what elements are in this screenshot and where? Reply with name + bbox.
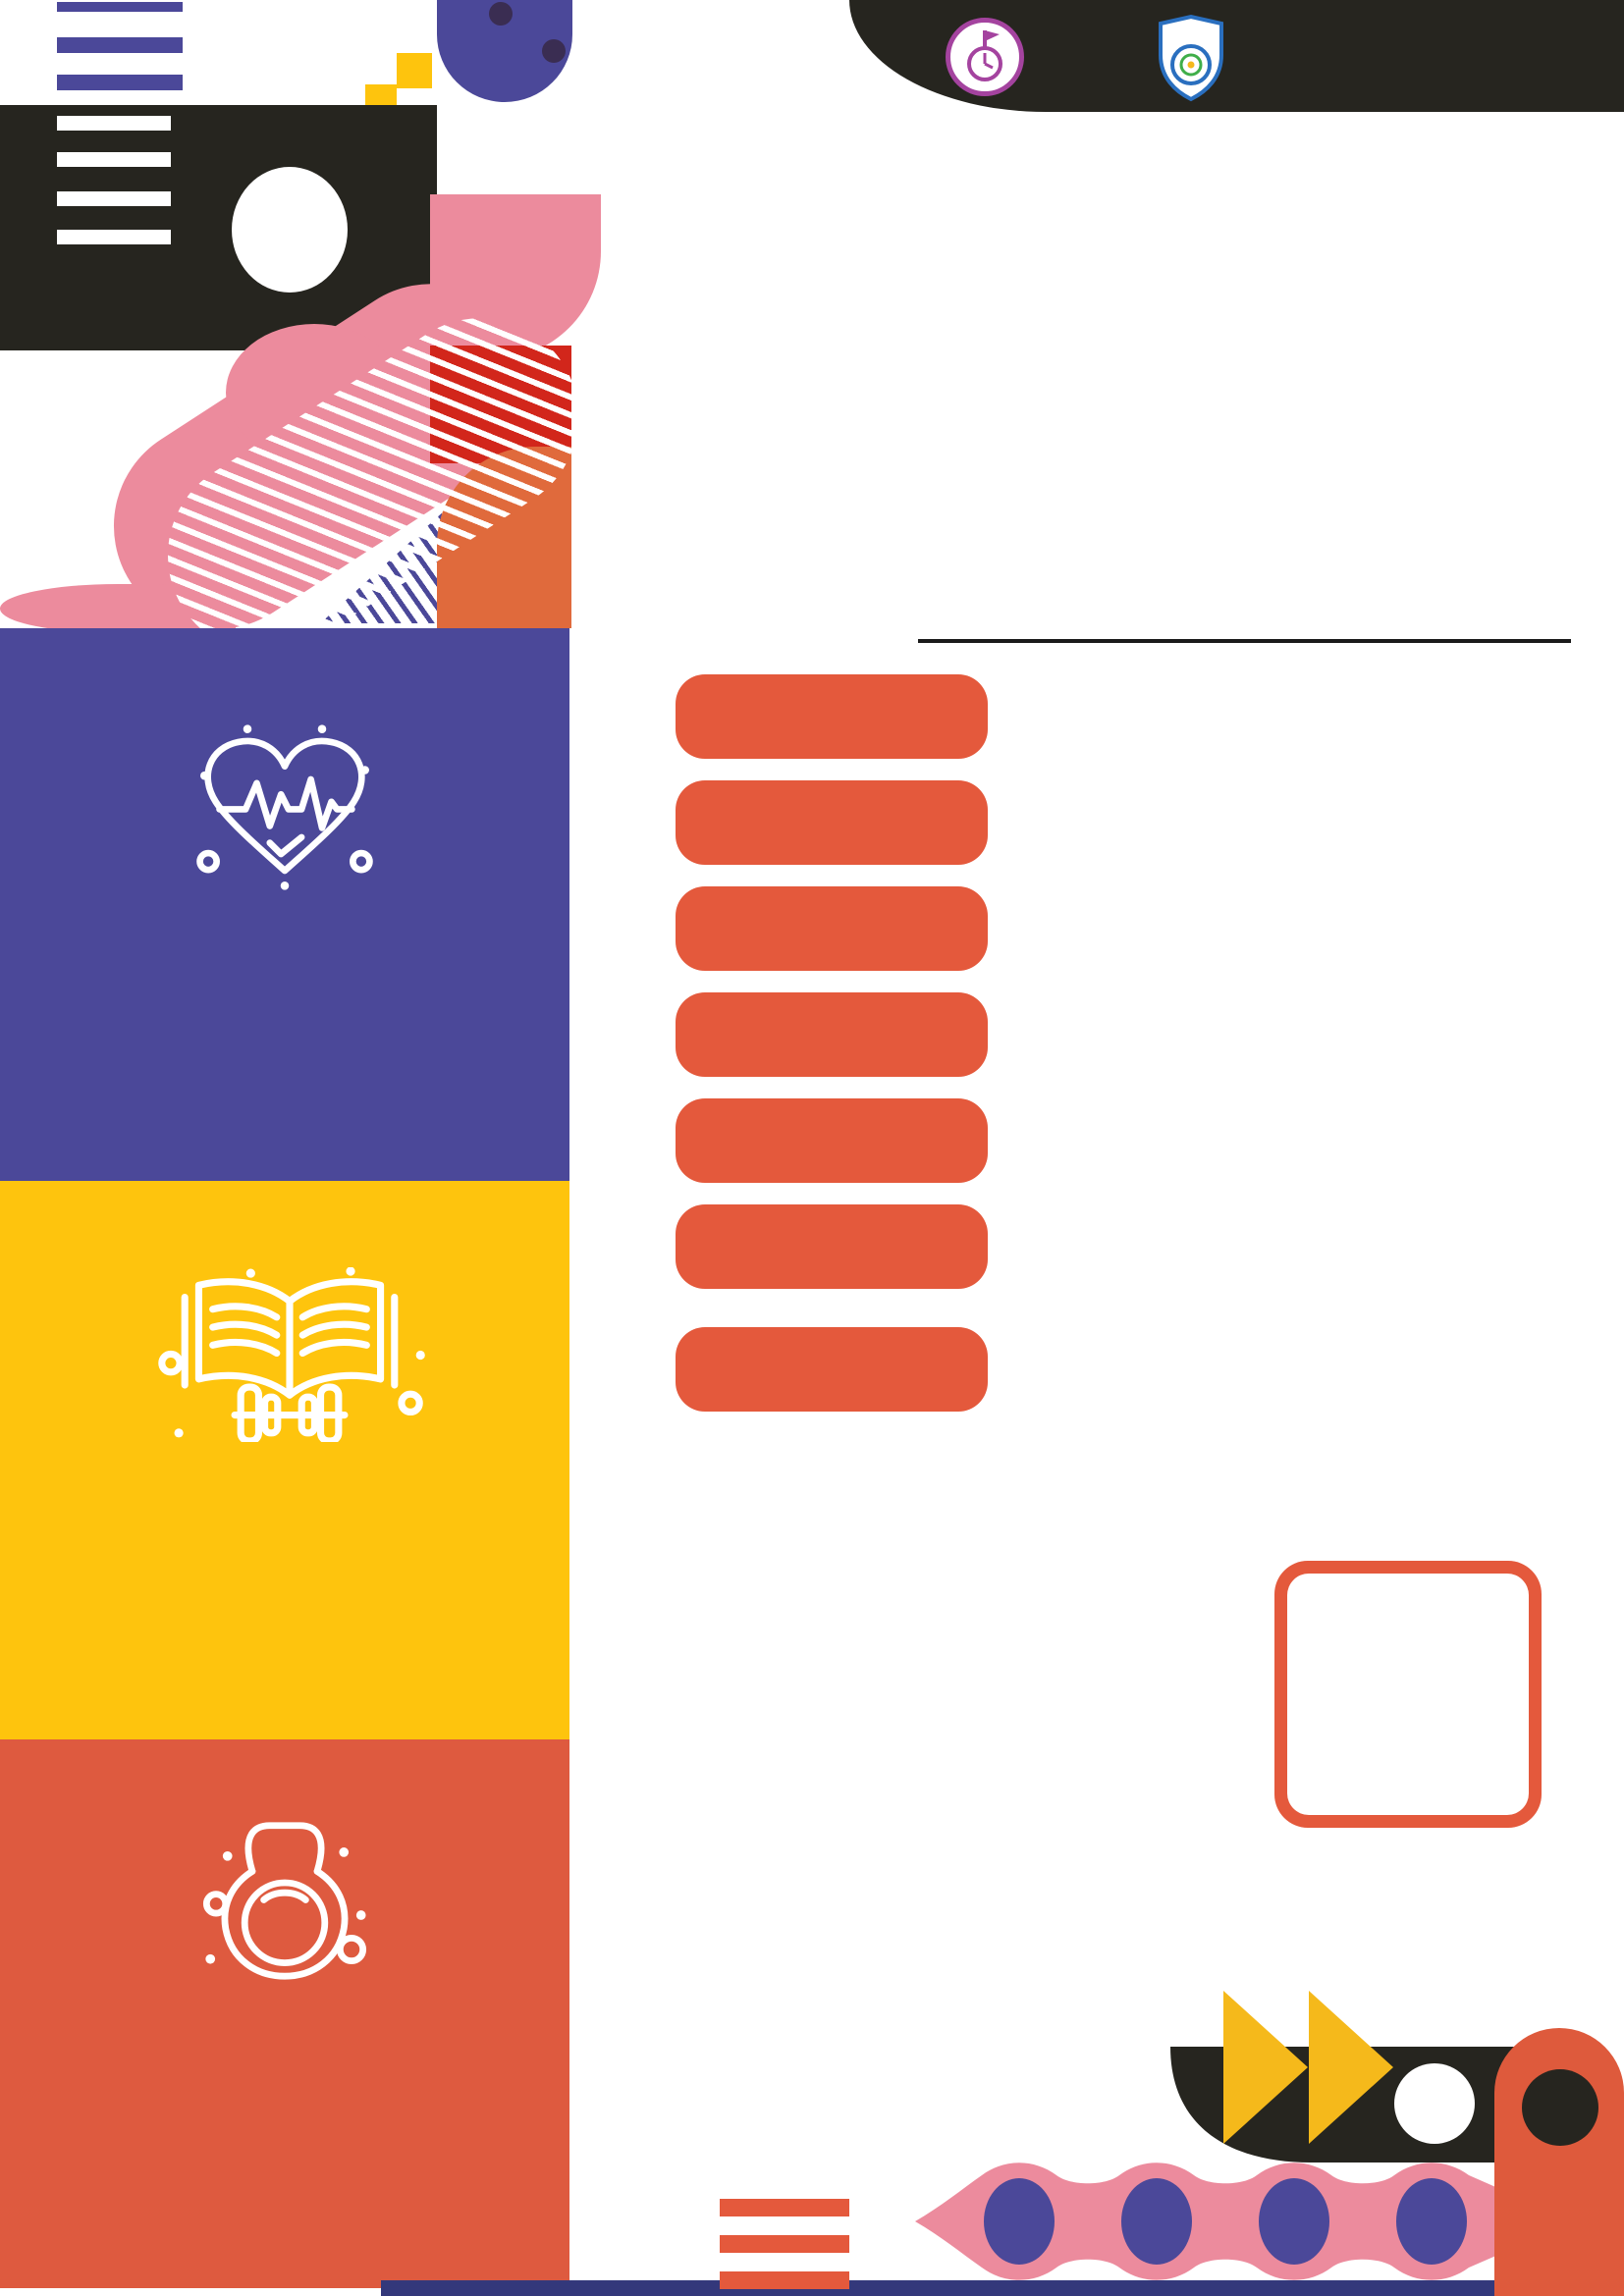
decor-dot (542, 39, 566, 63)
badge-time (676, 780, 988, 865)
course-content-qr-code (676, 1641, 895, 1861)
decor-orange-bar (720, 2271, 849, 2289)
university-shield-icon (1155, 14, 1227, 107)
value-organization (1013, 1306, 1583, 1400)
section-exercise-science-training (0, 1181, 569, 1739)
decor-orange-bar (720, 2199, 849, 2216)
decor-black-circle (1522, 2069, 1598, 2146)
decor-orange-bar (720, 2235, 849, 2253)
book-dumbbell-icon (152, 1267, 427, 1442)
decor-indigo-bar (57, 37, 183, 53)
decor-yellow-triangle (1223, 1991, 1308, 2144)
badge-venue (676, 992, 988, 1077)
badge-examination (676, 886, 988, 971)
decor-indigo-bar (57, 75, 183, 90)
badge-date (676, 674, 988, 759)
title-underline (918, 639, 1571, 643)
decor-yellow-square (397, 53, 432, 88)
header-banner (849, 0, 1624, 112)
enroll-qr-code (1274, 1561, 1542, 1828)
decor-dot (489, 2, 513, 26)
decor-orange-cap (1494, 2028, 1624, 2296)
decor-indigo-bar (57, 2, 183, 12)
enroll-qr-canvas (1300, 1586, 1516, 1802)
badge-quota (676, 1204, 988, 1289)
decor-pink-caterpillar (911, 2146, 1500, 2296)
decor-yellow-triangle (1309, 1991, 1393, 2144)
decor-white-circle (1394, 2063, 1475, 2144)
value-time (1013, 780, 1023, 865)
experiential-activity-logo-icon (946, 18, 1024, 96)
kettlebell-icon (198, 1816, 371, 1983)
badge-course-fee (676, 1098, 988, 1183)
heart-ecg-icon (191, 721, 378, 893)
section-fitness-health-basics (0, 628, 569, 1181)
section-muscles-nutrition-weight-safety (0, 1739, 569, 2288)
badge-organization (676, 1327, 988, 1412)
